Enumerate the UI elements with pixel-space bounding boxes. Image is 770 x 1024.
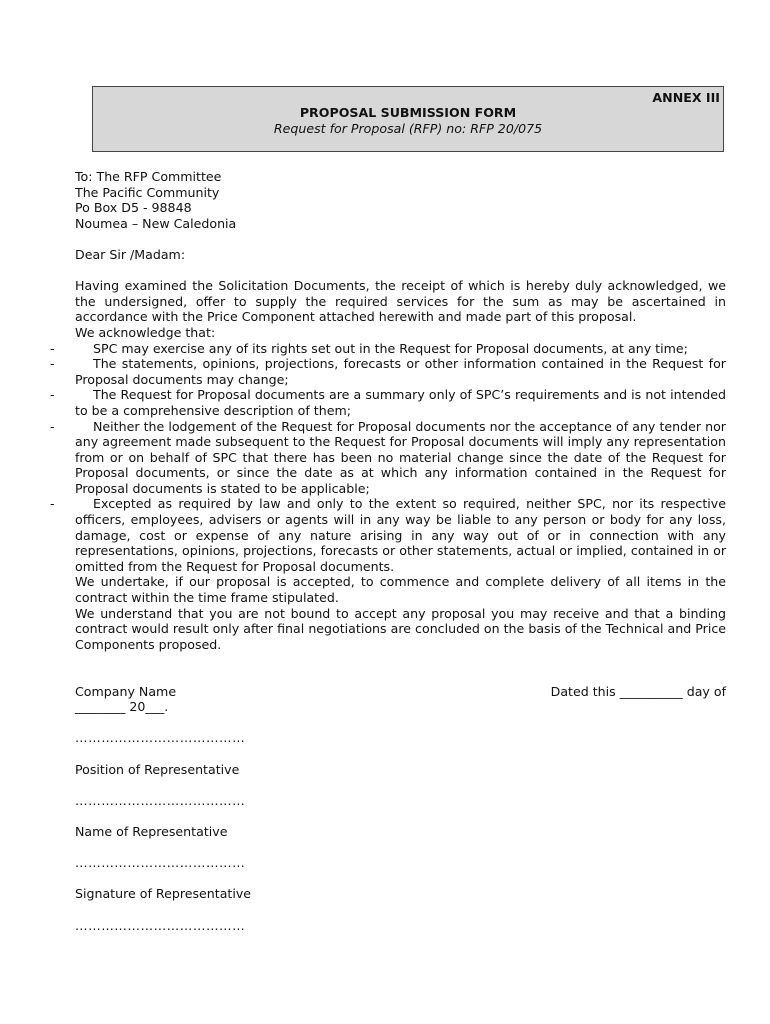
acknowledgement-list [50,340,726,575]
list-item: - SPC may exercise any of its rights set out in the Request for Proposal documents, at any time; [50,340,688,356]
company-name-label: Company Name [75,683,177,699]
intro-paragraph: Having examined the Solicitation Documents, the receipt of which is hereby duly acknowledged, we the undersigned, offer to supply the required services for the sum as may be ascertained in accordance with the Price Component attached herewith and made part of this proposal. [75,278,726,325]
signature-label: Signature of Representative [75,886,252,902]
bullet-dash: - [50,418,55,434]
address-line: To: The RFP Committee [75,169,222,184]
list-item: - Neither the lodgement of the Request for Proposal documents nor the acceptance of any tender nor any agreement made subsequent to the Request for Proposal documents will imply any representation from or on behalf of SPC that there has been no material change since the date of the Request for Proposal documents, or since the date as at which any information contained in the Request for Proposal documents is stated to be applicable; [50,418,726,496]
salutation: Dear Sir /Madam: [75,246,186,262]
list-item: - The Request for Proposal documents are a summary only of SPC’s requirements and is not intended to be a comprehensive description of them; [50,387,726,418]
form-header [92,86,724,152]
address-line: The Pacific Community [75,184,220,200]
form-title: PROPOSAL SUBMISSION FORM [299,105,517,120]
bullet-dash: - [50,356,55,372]
rfp-reference: Request for Proposal (RFP) no: RFP 20/075 [273,121,543,136]
address-line: Noumea – New Caledonia [75,215,237,231]
bullet-dash: - [50,387,55,403]
name-label: Name of Representative [75,823,228,839]
company-name-blank: ………………………………… [75,730,246,746]
address-line: Po Box D5 - 98848 [75,200,192,216]
recipient-address [75,169,726,231]
signature-block [75,684,726,934]
company-date-row [75,684,726,700]
name-blank: ………………………………… [75,855,246,871]
bullet-dash: - [50,496,55,512]
dated-label: Dated this __________ day of [550,683,726,699]
signature-blank: ………………………………… [75,917,246,933]
bullet-dash: - [50,340,55,356]
list-item: - Excepted as required by law and only to the extent so required, neither SPC, nor its respective officers, employees, advisers or agents will in any way be liable to any person or body for any loss, damage, cost or expense of any nature arising in any way out of or in connection with any representations, opinions, projections, forecasts or other statements, actual or implied, contained in or omitted from the Request for Proposal documents. [50,496,726,574]
letter-body [50,169,726,933]
undertake-paragraph: We undertake, if our proposal is accepted, to commence and complete delivery of all items in the contract within the time frame stipulated. [75,574,726,606]
acknowledge-heading: We acknowledge that: [75,324,216,340]
understand-paragraph: We understand that you are not bound to accept any proposal you may receive and that a binding contract would result only after final negotiations are concluded on the basis of the Technical and Price Components proposed. [75,605,726,652]
position-label: Position of Representative [75,761,240,777]
list-item: - The statements, opinions, projections, forecasts or other information contained in the Request for Proposal documents may change; [50,356,726,387]
annex-label: ANNEX III [652,90,720,105]
date-line: ________ 20___. [75,699,169,715]
position-blank: ………………………………… [75,792,246,808]
